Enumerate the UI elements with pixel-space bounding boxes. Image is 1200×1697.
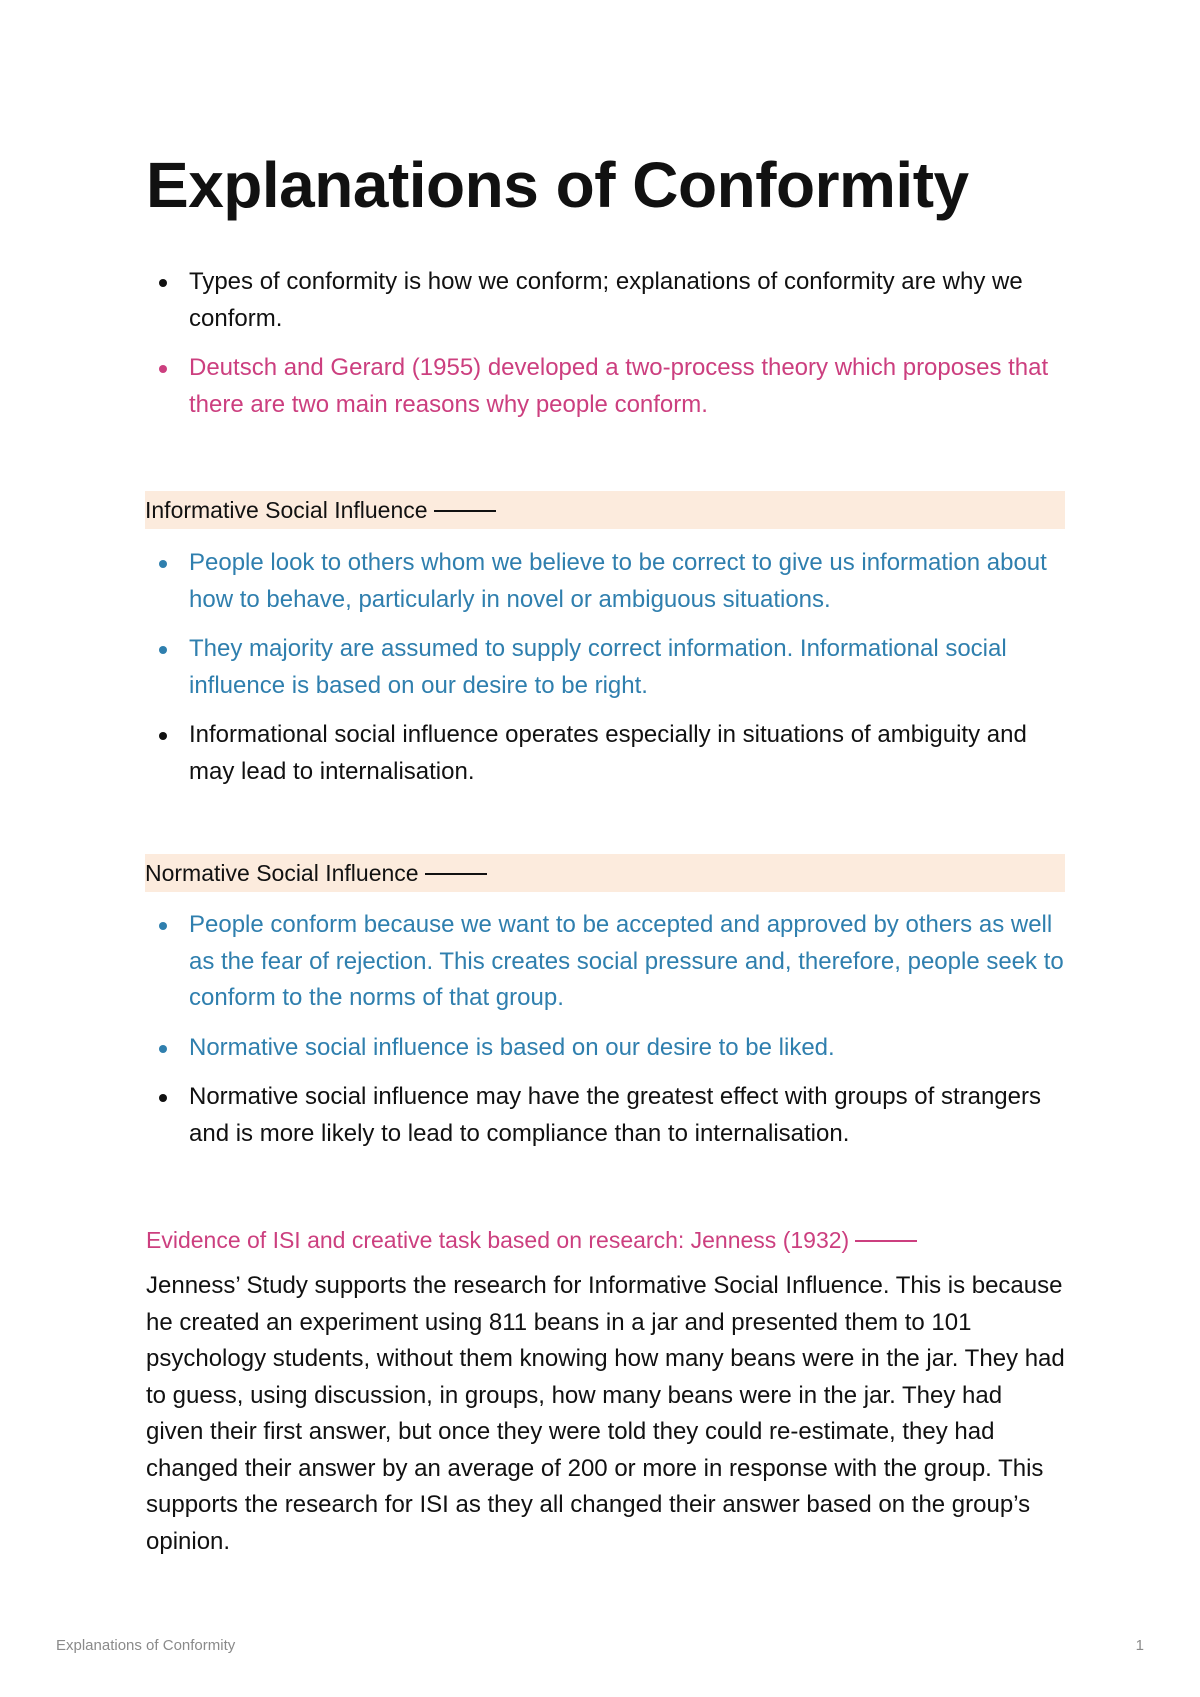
page-title: Explanations of Conformity [146,149,969,221]
bullet-icon [159,279,167,287]
heading-rule [434,510,496,512]
list-item [146,717,1066,790]
list-item-text: They majority are assumed to supply correct information. Informational social influence is based on our desire to be right. [189,635,1007,699]
list-item [146,264,1066,337]
informative-list [146,545,1066,803]
list-item [146,1079,1066,1152]
list-item-text: People look to others whom we believe to be correct to give us information about how to behave, particularly in novel or ambiguous situations. [189,549,1047,613]
footer-title: Explanations of Conformity [56,1637,236,1654]
bullet-icon [159,560,167,568]
list-item-text: Normative social influence may have the greatest effect with groups of strangers and is more likely to lead to compliance than to internalisation. [189,1083,1041,1147]
list-item-text: Informational social influence operates especially in situations of ambiguity and may lead to internalisation. [189,721,1027,785]
bullet-icon [159,365,167,373]
page-number: 1 [1135,1637,1144,1654]
normative-section-heading [145,854,1065,892]
heading-rule [425,873,487,875]
normative-heading-text: Normative Social Influence [145,860,419,886]
bullet-icon [159,732,167,740]
list-item-text: People conform because we want to be accepted and approved by others as well as the fear of rejection. This creates social pressure and, therefore, people seek to conform to the norms of that group. [189,911,1064,1011]
evidence-paragraph: Jenness’ Study supports the research for Informative Social Influence. This is because he created an experiment using 811 beans in a jar and presented them to 101 psychology students, without them knowing how many beans were in the jar. They had to guess, using discussion, in groups, how many beans were in the jar. They had given their first answer, but once they were told they could re-estimate, they had changed their answer by an average of 200 or more in response with the group. This supports the research for ISI as they all changed their answer based on the group’s opinion. [146,1272,1065,1555]
informative-heading-text: Informative Social Influence [145,497,428,523]
list-item [146,545,1066,618]
bullet-icon [159,922,167,930]
list-item-text: Types of conformity is how we conform; explanations of conformity are why we conform. [189,268,1023,332]
bullet-icon [159,646,167,654]
bullet-icon [159,1094,167,1102]
list-item [146,350,1066,423]
list-item [146,1030,1066,1067]
list-item-text: Normative social influence is based on our desire to be liked. [189,1033,835,1061]
heading-rule [855,1240,917,1242]
informative-section-heading [145,491,1065,529]
list-item [146,907,1066,1017]
list-item-text: Deutsch and Gerard (1955) developed a two-process theory which proposes that there are two main reasons why people conform. [189,354,1049,418]
evidence-heading [146,1222,917,1258]
evidence-heading-text: Evidence of ISI and creative task based on research: Jenness (1932) [146,1227,850,1253]
list-item [146,631,1066,704]
intro-list [146,264,1066,436]
normative-list [146,907,1066,1165]
bullet-icon [159,1045,167,1053]
